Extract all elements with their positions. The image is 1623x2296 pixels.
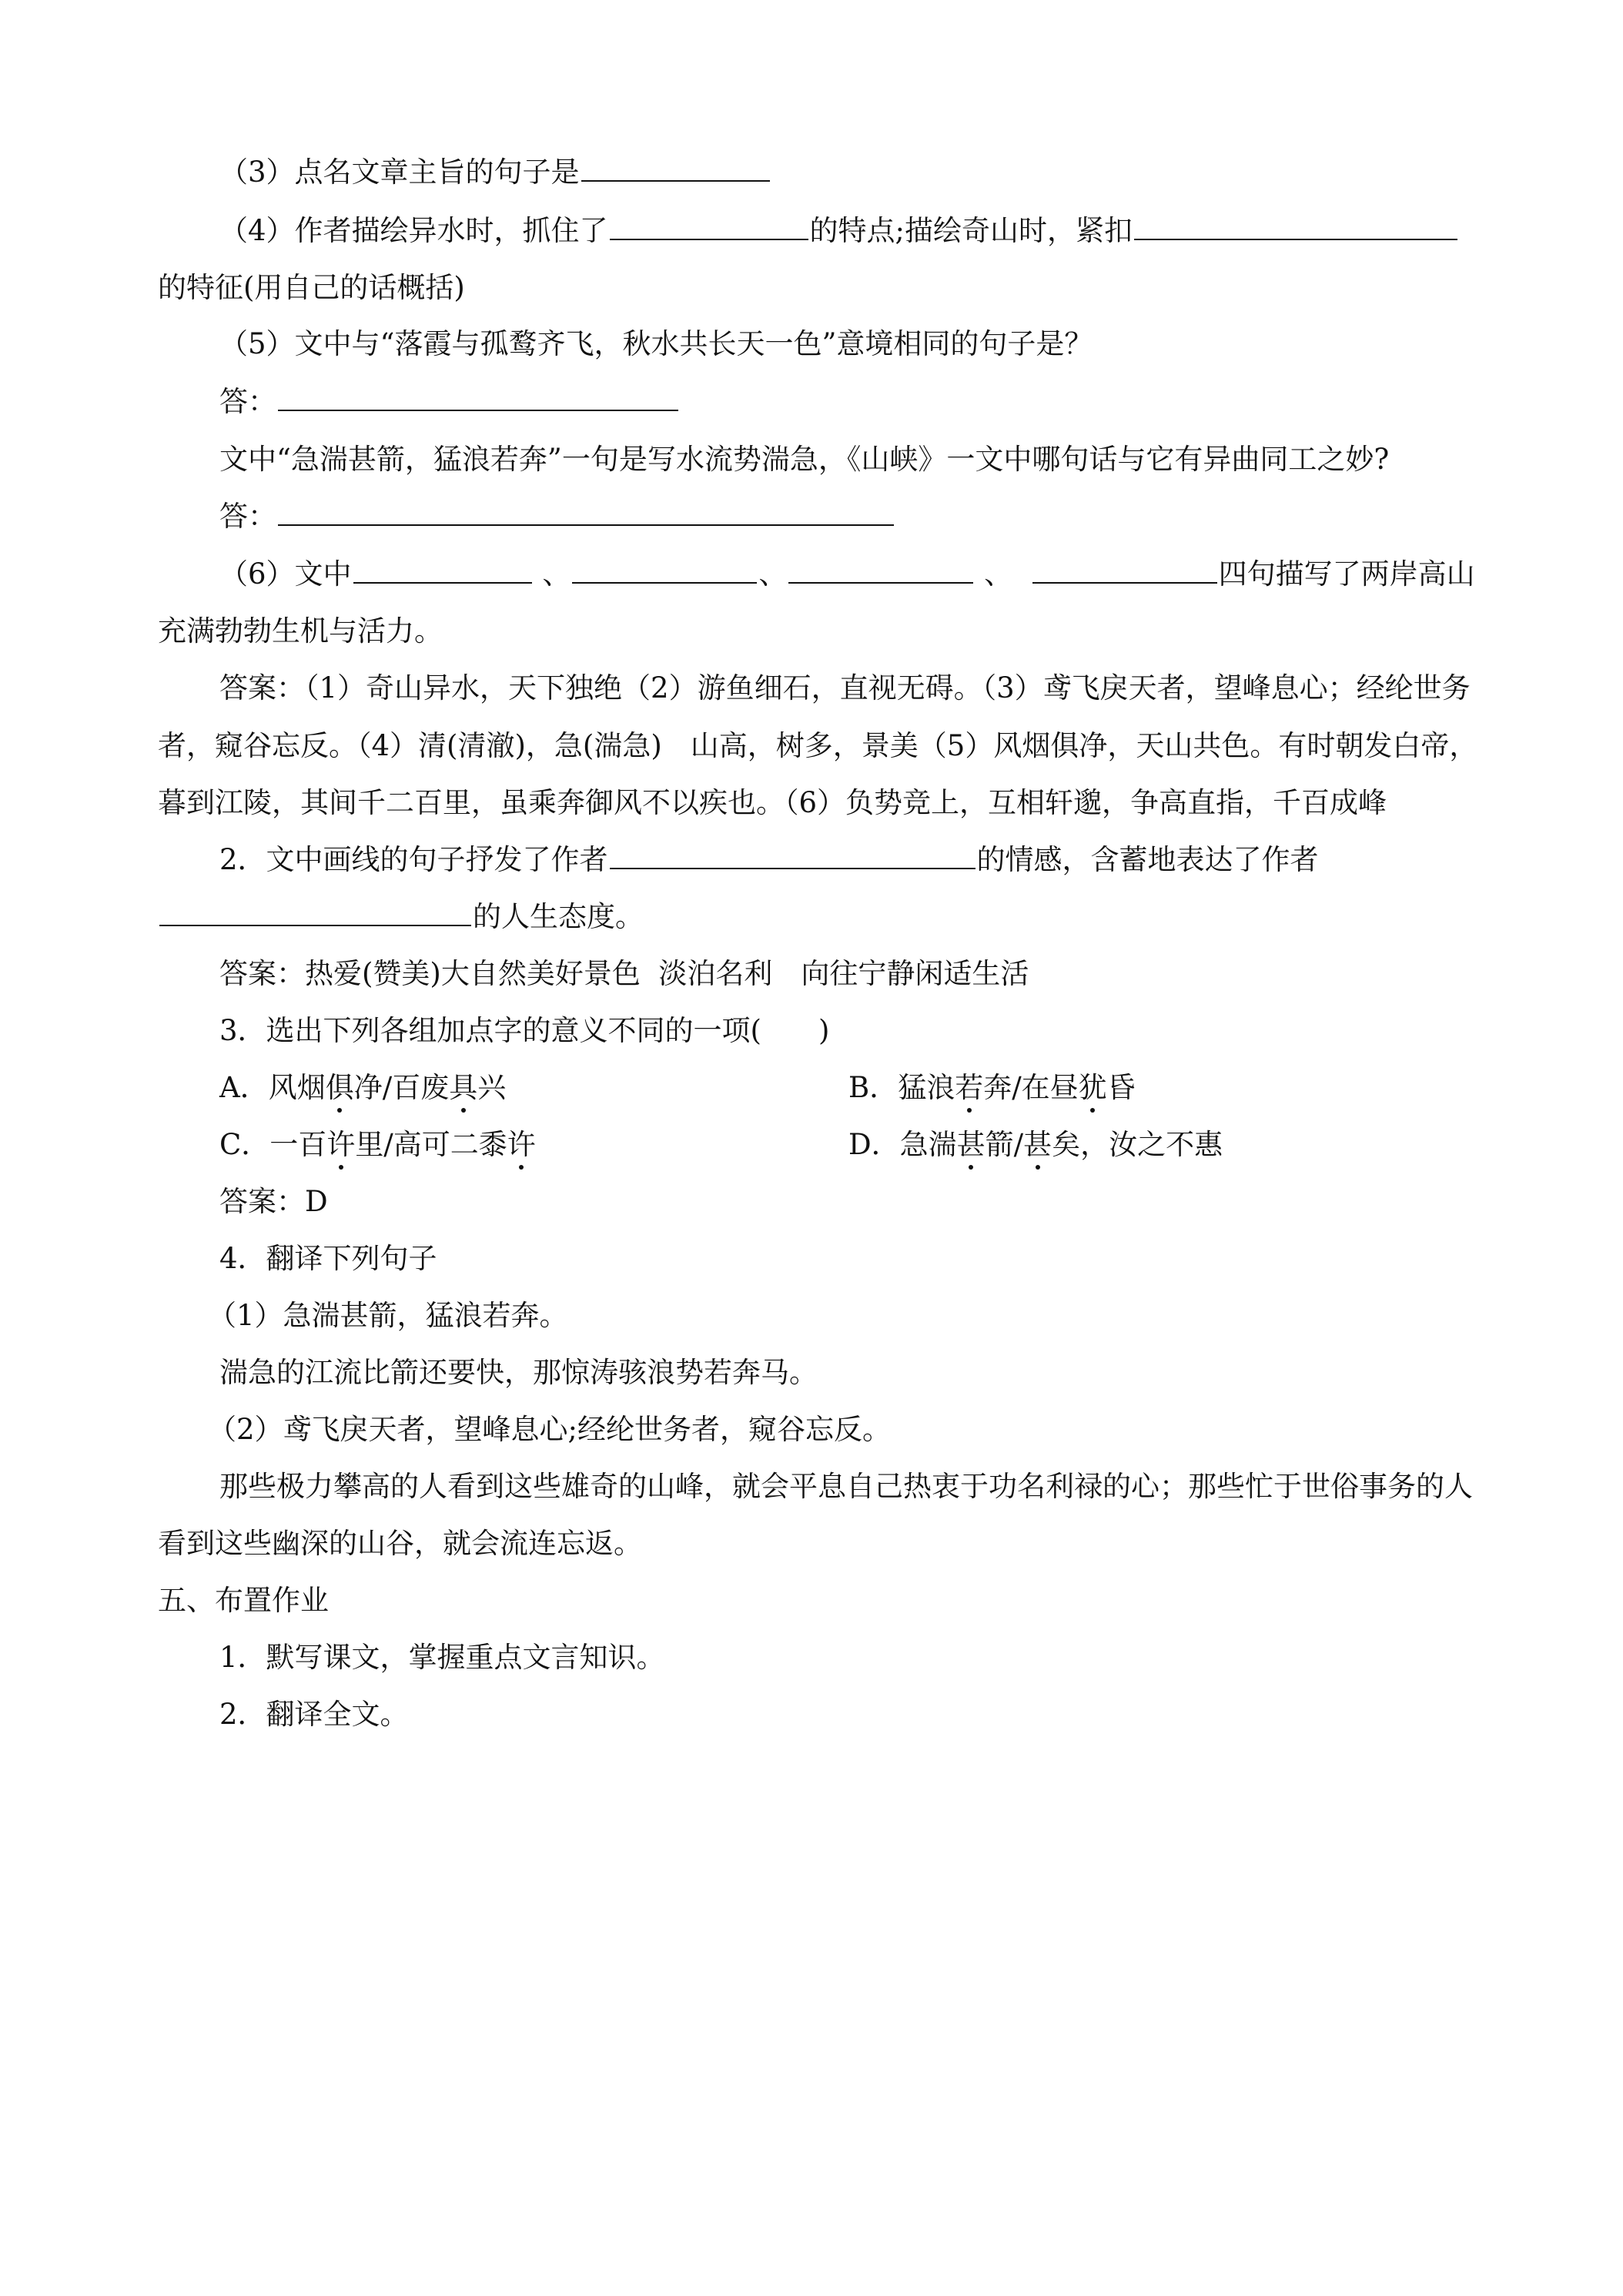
answer-1-line-2 xyxy=(158,731,1477,760)
question-text: 四句描写了两岸高山 xyxy=(1218,557,1475,591)
option-b xyxy=(848,1073,1136,1102)
translation-4-1 xyxy=(219,1358,818,1387)
list-item: 1．默写课文，掌握重点文言知识。 xyxy=(219,1641,665,1674)
question-text: 3．选出下列各组加点字的意义不同的一项( ) xyxy=(219,1014,830,1047)
answer-blank xyxy=(278,409,678,411)
answer-label: 答： xyxy=(219,385,276,418)
question-4-2 xyxy=(208,1415,891,1444)
dotted-char: 甚 xyxy=(1023,1128,1052,1161)
answer-blank xyxy=(788,581,973,584)
answer-blank xyxy=(572,581,757,584)
question-1-4-cont xyxy=(158,273,465,302)
answer-1-line-3 xyxy=(158,788,1387,817)
answer-blank xyxy=(581,179,770,182)
answer-text: 暮到江陵，其间千二百里，虽乘奔御风不以疾也。（6）负势竞上，互相轩邈，争高直指，千百成峰 xyxy=(158,786,1387,819)
option-text: 净/百废 xyxy=(353,1071,450,1104)
option-text: 奔/在昼 xyxy=(983,1071,1079,1104)
source-sentence: （1）急湍甚箭，猛浪若奔。 xyxy=(208,1299,568,1332)
option-text: C．一百 xyxy=(219,1128,327,1161)
option-d xyxy=(848,1130,1223,1159)
translation-text: 湍急的江流比箭还要快，那惊涛骇浪势若奔马。 xyxy=(219,1356,818,1389)
dotted-char: 俱 xyxy=(325,1071,354,1104)
question-1-extra xyxy=(219,445,1389,474)
answer-3 xyxy=(219,1187,328,1216)
dotted-char: 甚 xyxy=(956,1128,986,1161)
question-text: （4）作者描绘异水时，抓住了 xyxy=(219,214,608,247)
question-text: 的情感，含蓄地表达了作者 xyxy=(976,843,1319,876)
answer-blank xyxy=(1032,581,1217,584)
option-text: 里/高可二黍 xyxy=(355,1128,507,1161)
question-4 xyxy=(219,1244,437,1273)
answer-line-1-5 xyxy=(219,387,680,416)
homework-item-2 xyxy=(219,1700,409,1729)
question-1-4 xyxy=(219,216,1459,245)
question-text: 充满勃勃生机与活力。 xyxy=(158,614,443,648)
translation-4-2-line-2 xyxy=(158,1529,642,1558)
separator: 、 xyxy=(984,557,1013,591)
answer-text: 者，窥谷忘反。（4）清(清澈)，急(湍急) 山高，树多，景美（5）风烟俱净，天山共色。有时朝发白帝， xyxy=(158,729,1478,762)
homework-item-1 xyxy=(219,1643,665,1672)
option-text: B．猛浪 xyxy=(848,1071,955,1104)
dotted-char: 若 xyxy=(955,1071,984,1104)
question-text: 文中“急湍甚箭，猛浪若奔”一句是写水流势湍急，《山峡》一文中哪句话与它有异曲同工之妙? xyxy=(219,443,1390,476)
answer-2 xyxy=(219,959,1029,988)
question-text: 的人生态度。 xyxy=(473,900,644,933)
question-text: 2．文中画线的句子抒发了作者 xyxy=(219,843,608,876)
option-a xyxy=(219,1073,506,1102)
option-c xyxy=(219,1130,536,1159)
option-text: 箭/ xyxy=(985,1128,1024,1161)
option-text: 矣，汝之不惠 xyxy=(1052,1128,1223,1161)
answer-line-1-extra xyxy=(219,500,895,533)
answer-blank xyxy=(610,867,975,869)
answer-text: 答案：热爱(赞美)大自然美好景色 淡泊名利 向往宁静闲适生活 xyxy=(219,957,1029,990)
answer-blank xyxy=(278,524,894,526)
answer-text: 答案：（1）奇山异水，天下独绝（2）游鱼细石，直视无碍。（3）鸢飞戾天者，望峰息心；经纶世务 xyxy=(219,671,1471,705)
separator: 、 xyxy=(758,557,788,591)
answer-blank xyxy=(353,581,532,584)
answer-1-line-1 xyxy=(219,671,1471,705)
source-sentence: （2）鸢飞戾天者，望峰息心;经纶世务者，窥谷忘反。 xyxy=(208,1413,892,1446)
separator: 、 xyxy=(542,557,571,591)
option-text: 昏 xyxy=(1106,1071,1136,1104)
translation-text: 那些极力攀高的人看到这些雄奇的山峰，就会平息自己热衷于功名利禄的心；那些忙于世俗事务的人 xyxy=(219,1470,1473,1503)
question-2 xyxy=(219,845,1319,874)
question-2-cont xyxy=(158,902,644,931)
option-text: 兴 xyxy=(477,1071,507,1104)
question-1-3 xyxy=(219,156,771,189)
dotted-char: 犹 xyxy=(1078,1071,1107,1104)
answer-label: 答： xyxy=(219,500,276,533)
dotted-char: 具 xyxy=(449,1071,478,1104)
dotted-char: 许 xyxy=(326,1128,356,1161)
option-text: A．风烟 xyxy=(219,1071,326,1104)
translation-4-2-line-1 xyxy=(219,1472,1473,1501)
list-item: 2．翻译全文。 xyxy=(219,1698,409,1731)
question-1-6-cont xyxy=(158,614,443,648)
question-text: （3）点名文章主旨的句子是 xyxy=(219,156,580,189)
question-text: 的特征(用自己的话概括) xyxy=(158,271,465,304)
answer-text: 答案：D xyxy=(219,1185,328,1218)
answer-blank xyxy=(159,924,471,926)
question-3 xyxy=(219,1016,829,1045)
section-5-title xyxy=(158,1586,329,1615)
question-text: 的特点;描绘奇山时，紧扣 xyxy=(809,214,1133,247)
question-text: （6）文中 xyxy=(219,557,352,591)
section-heading: 五、布置作业 xyxy=(158,1584,329,1617)
question-text: （5）文中与“落霞与孤鹜齐飞，秋水共长天一色”意境相同的句子是？ xyxy=(219,327,1093,360)
question-4-1 xyxy=(208,1301,568,1330)
translation-text: 看到这些幽深的山谷，就会流连忘返。 xyxy=(158,1527,642,1560)
answer-blank xyxy=(610,238,808,240)
question-text: 4．翻译下列句子 xyxy=(219,1242,437,1275)
question-1-5 xyxy=(219,327,1093,360)
option-text: D．急湍 xyxy=(848,1128,957,1161)
answer-blank xyxy=(1134,238,1457,240)
question-1-6 xyxy=(219,557,1475,591)
dotted-char: 许 xyxy=(507,1128,536,1161)
